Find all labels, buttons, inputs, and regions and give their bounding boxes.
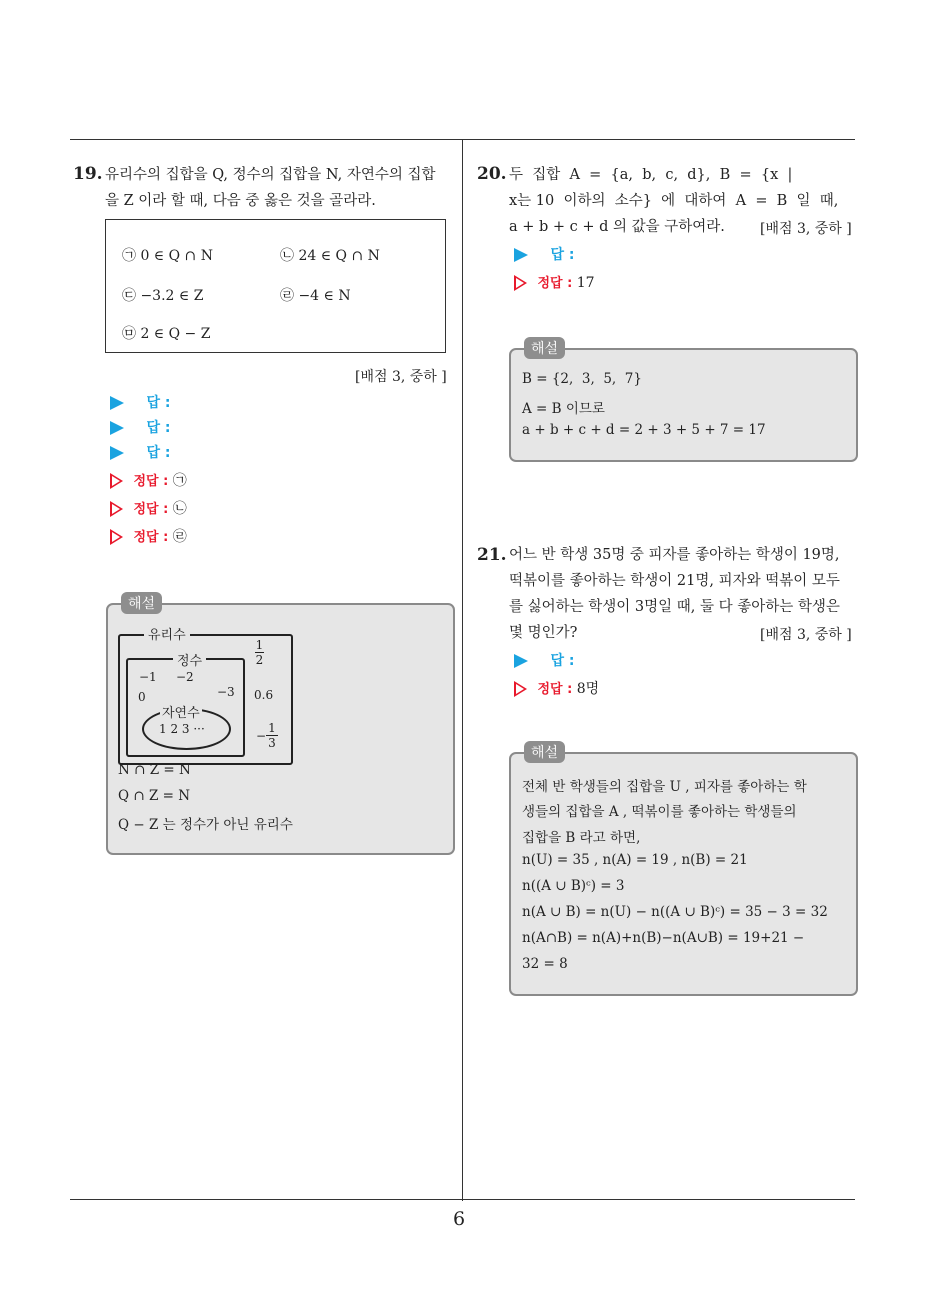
q19-choice-3-mark: ㉢ [122, 288, 136, 304]
q21-solution-line-2: 생들의 집합을 A , 떡볶이를 좋아하는 학생들의 [522, 804, 797, 820]
q19-points: [배점 3, 중하 ] [355, 369, 447, 385]
q19-line2: 을 Z 이라 할 때, 다음 중 옳은 것을 골라라. [105, 193, 376, 209]
outline-arrow-icon [110, 529, 123, 545]
q21-solution-line-8: 32 = 8 [522, 956, 568, 972]
q19-answer-input-3[interactable] [190, 441, 410, 463]
q19-answer-row-3 [110, 441, 170, 465]
play-arrow-icon [514, 654, 528, 668]
q21-line3: 를 싫어하는 학생이 3명일 때, 둘 다 좋아하는 학생은 [509, 599, 840, 615]
q19-correct-row-2 [110, 497, 187, 521]
outline-arrow-icon [514, 275, 527, 291]
outline-arrow-icon [110, 501, 123, 517]
q21-correct-value: 8명 [576, 681, 600, 697]
integer-value-3: 0 [138, 690, 146, 704]
q19-choice-2-mark: ㉡ [280, 248, 294, 264]
q19-solution-line-3: Q − Z 는 정수가 아닌 유리수 [118, 817, 293, 833]
q21-answer-row [514, 649, 574, 673]
q20-answer-row [514, 243, 574, 267]
natural-set-label: 자연수 [160, 702, 202, 721]
q20-line3: a + b + c + d 의 값을 구하여라. [509, 219, 725, 235]
venn-diagram [118, 626, 293, 764]
q20-answer-label: 답 : [550, 247, 575, 263]
page-number: 6 [453, 1208, 466, 1230]
fraction-half [255, 638, 264, 667]
q21-solution-line-7: n(A∩B) = n(A)+n(B)−n(A∪B) = 19+21 − [522, 930, 805, 946]
fraction-half-num: 1 [255, 638, 264, 652]
q19-choice-4[interactable] [280, 285, 351, 305]
q20-number: 20. [477, 164, 507, 184]
q21-line4: 몇 명인가? [509, 625, 578, 641]
fraction-half-den: 2 [255, 653, 264, 667]
integer-set-label: 정수 [173, 650, 206, 669]
decimal-value: 0.6 [254, 688, 274, 702]
outline-arrow-icon [110, 473, 123, 489]
q19-answer-input-1[interactable] [190, 391, 410, 413]
q21-line1: 어느 반 학생 35명 중 피자를 좋아하는 학생이 19명, [509, 547, 840, 563]
play-arrow-icon [514, 248, 528, 262]
q19-choice-2[interactable] [280, 245, 380, 265]
q20-correct-row [514, 271, 595, 295]
q19-answer-label-2: 답 : [146, 420, 171, 436]
fraction-third-den: 3 [268, 736, 276, 750]
q21-solution-line-3: 집합을 B 라고 하면, [522, 830, 641, 846]
q21-number: 21. [477, 545, 507, 565]
q19-choice-3[interactable] [122, 285, 203, 305]
q20-line1: 두 집합 A = {a, b, c, d}, B = {x | [509, 167, 793, 183]
q19-answer-label-1: 답 : [146, 395, 171, 411]
q20-solution-line-1: B = {2, 3, 5, 7} [522, 371, 642, 387]
q19-choice-1-mark: ㉠ [122, 248, 136, 264]
q19-correct-row-1 [110, 469, 187, 493]
integer-value-4: −3 [217, 685, 235, 699]
q20-correct-value: 17 [576, 275, 595, 291]
q19-choice-5-text: 2 ∈ Q − Z [140, 326, 211, 342]
q19-solution-line-1: N ∩ Z = N [118, 762, 191, 778]
q19-solution-line-2: Q ∩ Z = N [118, 788, 191, 804]
q21-solution-line-5: n((A ∪ B)ᶜ) = 3 [522, 878, 625, 894]
q20-solution-line-3: a + b + c + d = 2 + 3 + 5 + 7 = 17 [522, 422, 766, 438]
q19-choice-5[interactable] [122, 323, 210, 343]
play-arrow-icon [110, 421, 124, 435]
q20-solution-line-2: A = B 이므로 [522, 401, 605, 417]
rational-set-label: 유리수 [144, 624, 190, 643]
play-arrow-icon [110, 446, 124, 460]
q19-answer-input-2[interactable] [190, 416, 410, 438]
q21-solution-tag[interactable]: 해설 [524, 741, 565, 763]
natural-values: 1 2 3 ··· [159, 722, 205, 736]
integer-value-2: −2 [176, 670, 194, 684]
fraction-third-sign: − [256, 729, 267, 743]
q19-number: 19. [73, 164, 103, 184]
q19-choice-4-mark: ㉣ [280, 288, 294, 304]
column-divider [462, 139, 463, 1201]
outline-arrow-icon [514, 681, 527, 697]
q20-points: [배점 3, 중하 ] [760, 221, 852, 237]
q19-choice-box [105, 219, 446, 353]
q21-line2: 떡볶이를 좋아하는 학생이 21명, 피자와 떡볶이 모두 [509, 573, 840, 589]
q21-correct-label: 정답 : [537, 682, 573, 697]
q21-answer-input[interactable] [594, 649, 814, 671]
q19-correct-label-1: 정답 : [133, 474, 169, 489]
q19-correct-value-3: ㉣ [172, 529, 187, 545]
q20-solution-tag[interactable]: 해설 [524, 337, 565, 359]
q19-choice-1-text: 0 ∈ Q ∩ N [140, 248, 213, 264]
q19-line1: 유리수의 집합을 Q, 정수의 집합을 N, 자연수의 집합 [105, 167, 436, 183]
q19-choice-5-mark: ㉤ [122, 326, 136, 342]
q19-choice-3-text: −3.2 ∈ Z [140, 288, 204, 304]
q21-solution-line-6: n(A ∪ B) = n(U) − n((A ∪ B)ᶜ) = 35 − 3 = 32 [522, 904, 828, 920]
q19-correct-label-3: 정답 : [133, 530, 169, 545]
q19-solution-tag[interactable]: 해설 [121, 592, 162, 614]
q21-solution-line-4: n(U) = 35 , n(A) = 19 , n(B) = 21 [522, 852, 748, 868]
q19-choice-4-text: −4 ∈ N [298, 288, 351, 304]
q20-answer-input[interactable] [594, 243, 814, 265]
q19-answer-row-1 [110, 391, 170, 415]
q21-solution-line-1: 전체 반 학생들의 집합을 U , 피자를 좋아하는 학 [522, 779, 807, 795]
q19-choice-1[interactable] [122, 245, 213, 265]
q19-correct-row-3 [110, 525, 187, 549]
q19-correct-value-2: ㉡ [172, 501, 187, 517]
integer-value-1: −1 [139, 670, 157, 684]
fraction-third-num: 1 [266, 721, 278, 736]
q21-correct-row [514, 677, 599, 701]
q19-answer-row-2 [110, 416, 170, 440]
q21-points: [배점 3, 중하 ] [760, 627, 852, 643]
q19-choice-2-text: 24 ∈ Q ∩ N [298, 248, 380, 264]
play-arrow-icon [110, 396, 124, 410]
q20-line2: x는 10 이하의 소수} 에 대하여 A = B 일 때, [509, 193, 839, 209]
q19-answer-label-3: 답 : [146, 445, 171, 461]
q21-answer-label: 답 : [550, 653, 575, 669]
q20-correct-label: 정답 : [537, 276, 573, 291]
q19-correct-label-2: 정답 : [133, 502, 169, 517]
q19-correct-value-1: ㉠ [172, 473, 187, 489]
